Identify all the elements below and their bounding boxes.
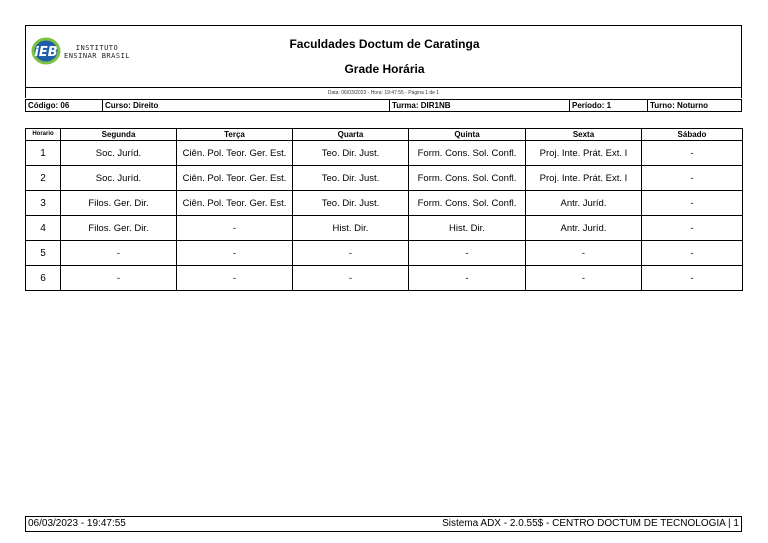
table-row [26, 266, 743, 291]
cell-horario: 3 [26, 191, 61, 216]
logo-mark: iEB [34, 45, 58, 60]
cell-sabado: - [642, 166, 743, 191]
cell-quarta: Hist. Dir. [293, 216, 409, 241]
cell-terca: Ciên. Pol. Teor. Ger. Est. [177, 191, 293, 216]
cell-sexta: Antr. Juríd. [526, 216, 642, 241]
logo-line-2: ENSINAR BRASIL [64, 52, 131, 60]
logo-line-1: INSTITUTO [75, 44, 119, 52]
footer-timestamp: 06/03/2023 - 19:47:55 [28, 518, 126, 529]
cell-sabado: - [642, 191, 743, 216]
cell-terca: - [177, 241, 293, 266]
print-info: Data: 06/03/2023 - Hora: 19:47:55 - Página 1 de 1 [25, 88, 742, 98]
cell-segunda: Filos. Ger. Dir. [61, 216, 177, 241]
cell-horario: 5 [26, 241, 61, 266]
report-header [25, 25, 742, 88]
column-header-sexta: Sexta [526, 129, 642, 141]
cell-quarta: Teo. Dir. Just. [293, 166, 409, 191]
cell-quinta: - [409, 241, 526, 266]
cell-quarta: Teo. Dir. Just. [293, 141, 409, 166]
schedule-table [25, 128, 743, 291]
cell-sexta: Proj. Inte. Prát. Ext. I [526, 166, 642, 191]
table-row [26, 216, 743, 241]
cell-segunda: Soc. Juríd. [61, 166, 177, 191]
codigo-label: Código: 06 [28, 101, 70, 110]
periodo-label: Período: 1 [569, 100, 647, 111]
cell-quarta: - [293, 266, 409, 291]
cell-quinta: Hist. Dir. [409, 216, 526, 241]
turma-label: Turma: DIR1NB [389, 100, 569, 111]
cell-segunda: - [61, 266, 177, 291]
turno-label: Turno: Noturno [647, 100, 741, 111]
cell-terca: - [177, 266, 293, 291]
column-header-terca: Terça [177, 129, 293, 141]
cell-sexta: - [526, 241, 642, 266]
cell-quinta: - [409, 266, 526, 291]
cell-quinta: Form. Cons. Sol. Confl. [409, 166, 526, 191]
cell-sabado: - [642, 216, 743, 241]
cell-sabado: - [642, 241, 743, 266]
table-row [26, 166, 743, 191]
document-title: Grade Horária [344, 62, 425, 76]
cell-sabado: - [642, 266, 743, 291]
cell-horario: 6 [26, 266, 61, 291]
cell-quarta: Teo. Dir. Just. [293, 191, 409, 216]
cell-terca: - [177, 216, 293, 241]
table-row [26, 241, 743, 266]
table-header-row [26, 129, 743, 141]
cell-horario: 4 [26, 216, 61, 241]
cell-sexta: Proj. Inte. Prát. Ext. I [526, 141, 642, 166]
cell-quinta: Form. Cons. Sol. Confl. [409, 191, 526, 216]
curso-label: Curso: Direito [102, 100, 389, 111]
column-header-quinta: Quinta [409, 129, 526, 141]
column-header-quarta: Quarta [293, 129, 409, 141]
cell-quarta: - [293, 241, 409, 266]
table-row [26, 191, 743, 216]
footer-system-info: Sistema ADX - 2.0.55$ - CENTRO DOCTUM DE TECNOLOGIA | 1 [442, 518, 739, 529]
cell-sexta: - [526, 266, 642, 291]
cell-segunda: Filos. Ger. Dir. [61, 191, 177, 216]
column-header-horario: Horario [26, 129, 61, 141]
cell-terca: Ciên. Pol. Teor. Ger. Est. [177, 166, 293, 191]
report-footer [25, 516, 742, 532]
cell-horario: 1 [26, 141, 61, 166]
cell-horario: 2 [26, 166, 61, 191]
cell-sexta: Antr. Juríd. [526, 191, 642, 216]
class-info-row [25, 99, 742, 112]
column-header-sabado: Sábado [642, 129, 743, 141]
cell-segunda: - [61, 241, 177, 266]
cell-quinta: Form. Cons. Sol. Confl. [409, 141, 526, 166]
table-row [26, 141, 743, 166]
org-title: Faculdades Doctum de Caratinga [289, 37, 480, 51]
cell-terca: Ciên. Pol. Teor. Ger. Est. [177, 141, 293, 166]
cell-segunda: Soc. Juríd. [61, 141, 177, 166]
column-header-segunda: Segunda [61, 129, 177, 141]
cell-sabado: - [642, 141, 743, 166]
